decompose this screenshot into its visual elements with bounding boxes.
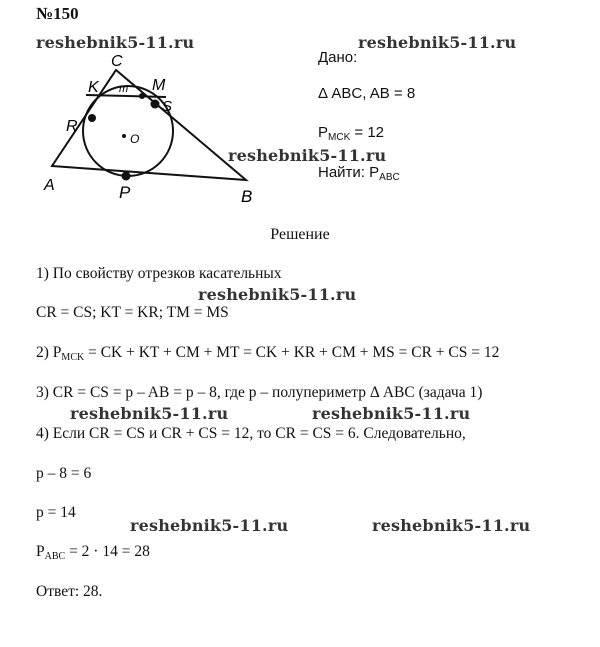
step-1-equalities: CR = CS; KT = KR; TM = MS bbox=[36, 304, 229, 321]
step-1: 1) По свойству отрезков касательных bbox=[36, 265, 282, 282]
given-label: Дано: bbox=[318, 49, 358, 66]
given-triangle: Δ ABC, AB = 8 bbox=[318, 85, 416, 102]
find-text: Найти: P bbox=[318, 164, 380, 181]
watermark: reshebnik5-11.ru bbox=[312, 404, 471, 423]
equation-1: p – 8 = 6 bbox=[36, 465, 92, 482]
point-p bbox=[122, 172, 131, 181]
point-s bbox=[151, 100, 160, 109]
label-o: O bbox=[130, 132, 140, 146]
step-2-rest: = CK + KT + CM + MT = CK + KR + CM + MS = CR + CS = 12 bbox=[84, 344, 500, 361]
label-c: C bbox=[111, 53, 123, 70]
problem-number: №150 bbox=[36, 4, 79, 23]
perim-subscript: MCK bbox=[328, 132, 351, 143]
label-r: R bbox=[66, 118, 78, 135]
watermark: reshebnik5-11.ru bbox=[36, 33, 195, 52]
step-2-prefix: 2) P bbox=[36, 344, 62, 361]
label-a: A bbox=[44, 177, 55, 194]
triangle-abc bbox=[52, 70, 246, 180]
point-m bbox=[139, 93, 145, 99]
label-t: т bbox=[119, 83, 129, 95]
perimeter-abc bbox=[36, 543, 150, 562]
find-subscript: ABC bbox=[379, 172, 400, 183]
incircle bbox=[83, 86, 173, 176]
step-2 bbox=[36, 344, 499, 363]
pabc-subscript: ABC bbox=[44, 551, 66, 562]
step-3: 3) CR = CS = p – AB = p – 8, где p – полупериметр Δ ABC (задача 1) bbox=[36, 384, 483, 401]
label-s: S bbox=[162, 98, 173, 115]
watermark: reshebnik5-11.ru bbox=[130, 516, 289, 535]
step-4: 4) Если CR = CS и CR + CS = 12, то CR = CS = 6. Следовательно, bbox=[36, 425, 466, 442]
pabc-rest: = 2 · 14 = 28 bbox=[65, 543, 150, 560]
solution-heading: Решение bbox=[270, 226, 330, 243]
equation-2: p = 14 bbox=[36, 504, 76, 521]
given-perimeter bbox=[318, 124, 384, 143]
step-2-subscript: MCK bbox=[61, 352, 85, 363]
watermark: reshebnik5-11.ru bbox=[358, 33, 517, 52]
label-k: K bbox=[88, 79, 99, 96]
perim-value: = 12 bbox=[350, 124, 385, 141]
perim-symbol: P bbox=[318, 124, 329, 141]
watermark: reshebnik5-11.ru bbox=[372, 516, 531, 535]
label-p: P bbox=[119, 183, 131, 202]
center-o-point bbox=[122, 134, 126, 138]
watermark: reshebnik5-11.ru bbox=[198, 285, 357, 304]
answer: Ответ: 28. bbox=[36, 583, 103, 600]
watermark: reshebnik5-11.ru bbox=[70, 404, 229, 423]
watermark: reshebnik5-11.ru bbox=[228, 146, 387, 165]
label-b: B bbox=[241, 187, 253, 206]
pabc-prefix: P bbox=[36, 543, 45, 560]
given-find bbox=[318, 164, 400, 183]
point-r bbox=[88, 114, 96, 122]
label-m: M bbox=[152, 77, 166, 94]
